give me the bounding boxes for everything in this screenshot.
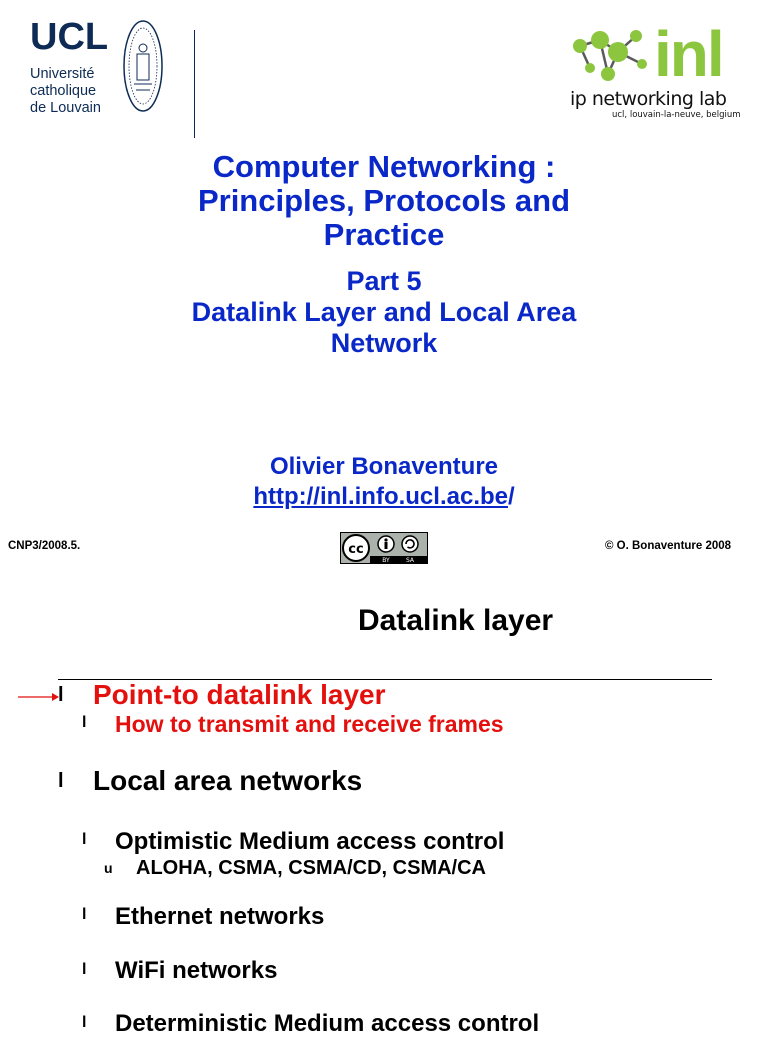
- inl-name: ip networking lab: [570, 88, 727, 110]
- bullet-marker-4: l: [82, 831, 87, 848]
- ucl-line-2: catholique: [30, 83, 97, 99]
- inl-wordmark: inl: [654, 18, 723, 90]
- slide2-title: Datalink layer: [358, 604, 554, 637]
- part-title: [0, 266, 768, 359]
- part-number: Part 5: [346, 266, 422, 296]
- bullet-marker-5: u: [104, 860, 113, 876]
- svg-text:cc: cc: [348, 542, 364, 557]
- ucl-line-3: de Louvain: [30, 100, 101, 116]
- bullet-point-to-datalink: Point-to datalink layer: [93, 679, 386, 710]
- bullet-marker-6: l: [82, 906, 87, 923]
- course-title-line-2: Principles, Protocols and: [197, 183, 571, 218]
- course-title-line-1: Computer Networking :: [212, 149, 556, 184]
- ucl-acronym: UCL: [30, 16, 109, 58]
- pointer-arrow-icon: [18, 690, 60, 704]
- course-title: [0, 150, 768, 252]
- bullet-marker-7: l: [82, 961, 87, 978]
- svg-text:SA: SA: [405, 557, 415, 564]
- author-url-link[interactable]: http://inl.info.ucl.ac.be: [253, 483, 508, 510]
- ucl-divider: [194, 30, 195, 138]
- ucl-logo: [28, 16, 168, 122]
- inl-logo: [566, 16, 762, 126]
- bullet-marker-3: l: [58, 770, 64, 792]
- course-title-line-3: Practice: [323, 217, 445, 252]
- author-url-suffix: /: [508, 483, 515, 510]
- network-nodes-icon: [568, 18, 654, 88]
- part-title-line-1: Datalink Layer and Local Area: [191, 297, 577, 327]
- bullet-aloha-csma: ALOHA, CSMA, CSMA/CD, CSMA/CA: [136, 857, 486, 879]
- bullet-marker-1: l: [58, 684, 64, 706]
- ucl-line-1: Université: [30, 66, 95, 82]
- author-name: Olivier Bonaventure: [269, 453, 499, 480]
- bullet-transmit-frames: How to transmit and receive frames: [115, 711, 504, 737]
- bullet-optimistic-mac: Optimistic Medium access control: [115, 828, 505, 855]
- bullet-deterministic-mac: Deterministic Medium access control: [115, 1010, 540, 1037]
- bullet-ethernet: Ethernet networks: [115, 903, 325, 930]
- footer-right: © O. Bonaventure 2008: [605, 540, 732, 552]
- bullet-marker-8: l: [82, 1014, 87, 1031]
- inl-location: ucl, louvain-la-neuve, belgium: [612, 110, 741, 120]
- footer-left: CNP3/2008.5.: [8, 540, 81, 552]
- author-url-line: [0, 482, 768, 512]
- svg-text:BY: BY: [382, 557, 390, 564]
- bullet-wifi: WiFi networks: [115, 957, 278, 984]
- author-block: [0, 452, 768, 512]
- part-title-line-2: Network: [330, 328, 438, 358]
- ucl-seal-icon: [122, 18, 164, 114]
- cc-by-sa-icon: [340, 532, 428, 564]
- bullet-marker-2: l: [82, 714, 87, 731]
- bullet-local-area-networks: Local area networks: [93, 765, 363, 796]
